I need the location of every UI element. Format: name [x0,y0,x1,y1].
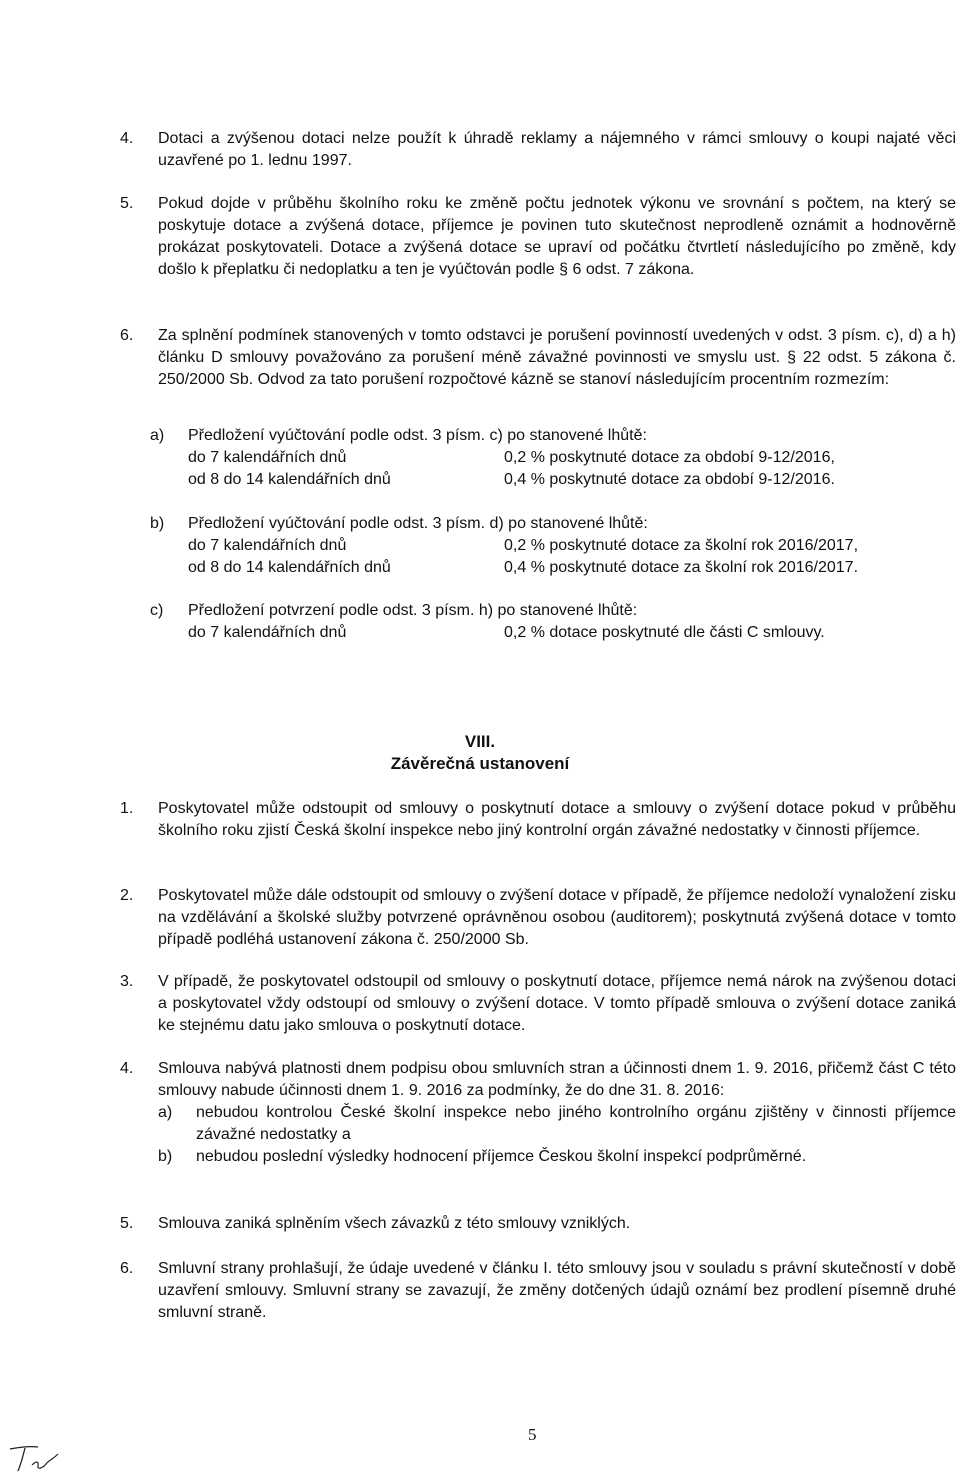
clause-number: 6. [120,1260,134,1277]
clause-number: 5. [120,1215,134,1232]
handwritten-initials-signature [6,1440,70,1476]
clause-number: 3. [120,973,134,990]
penalty-rate: 0,2 % poskytnuté dotace za období 9-12/2016, [504,449,835,466]
penalty-days: do 7 kalendářních dnů [188,624,347,641]
page-number: 5 [528,1425,537,1444]
penalty-rate: 0,2 % poskytnuté dotace za školní rok 2016/2017, [504,537,859,554]
penalty-text: Předložení potvrzení podle odst. 3 písm. h) po stanovené lhůtě: [188,602,638,619]
condition-text: nebudou poslední výsledky hodnocení příjemce Českou školní inspekcí podprůměrné. [196,1148,807,1165]
penalty-rate: 0,2 % dotace poskytnuté dle části C smlouvy. [504,624,825,641]
penalty-days: do 7 kalendářních dnů [188,449,347,466]
penalty-rate: 0,4 % poskytnuté dotace za školní rok 2016/2017. [504,559,859,576]
penalty-b [120,513,960,579]
penalty-days: od 8 do 14 kalendářních dnů [188,471,391,488]
section-title: Závěrečná ustanovení [390,754,570,773]
clause-text: Pokud dojde v průběhu školního roku ke změně počtu jednotek výkonu ve srovnání s počtem, na který se poskytuje dotace a zvýšená dotace, příjemce je povinen tuto skutečnost neprodleně oznámit a hodnověrně prokázat poskytovateli. Dotace a zvýšená dotace se upraví od počátku čtvrtletí následujícího po změně, kdy došlo k přeplatku či nedoplatku a ten je vyúčtován podle § 6 odst. 7 zákona. [158,195,956,278]
penalty-label: b) [150,515,165,532]
clause-number: 5. [120,195,134,212]
clause-text: Poskytovatel může odstoupit od smlouvy o poskytnutí dotace a smlouvy o zvýšení dotace pokud v průběhu školního roku zjistí Česká školní inspekce nebo jiný kontrolní orgán závažné nedostatky v činnosti příjemce. [158,800,956,839]
final-clause-6 [120,1258,960,1324]
penalty-row [188,557,948,579]
condition-text: nebudou kontrolou České školní inspekce nebo jiného kontrolního orgánu zjištěny v činnosti příjemce závažné nedostatky a [196,1104,956,1143]
penalty-text: Předložení vyúčtování podle odst. 3 písm. c) po stanovené lhůtě: [188,427,647,444]
clause-text: Smlouva nabývá platnosti dnem podpisu obou smluvních stran a účinnosti dnem 1. 9. 2016, přičemž část C této smlouvy nabude účinnosti dnem 1. 9. 2016 za podmínky, že do dne 31. 8. 2016: [158,1060,956,1099]
penalty-c [120,600,960,644]
condition-b [158,1146,956,1168]
penalty-days: od 8 do 14 kalendářních dnů [188,559,391,576]
penalty-label: a) [150,427,165,444]
penalty-rate: 0,4 % poskytnuté dotace za období 9-12/2016. [504,471,835,488]
clause-number: 1. [120,800,134,817]
condition-a [158,1102,956,1146]
clause-number: 2. [120,887,134,904]
clause-text: V případě, že poskytovatel odstoupil od smlouvy o poskytnutí dotace, příjemce nemá nárok na zvýšenou dotaci a poskytovatel vždy odstoupí od smlouvy o zvýšení dotace. V tomto případě smlouva o zvýšení dotace zaniká ke stejnému datu jako smlouva o poskytnutí dotace. [158,973,956,1034]
clause-4 [120,128,960,172]
clause-text: Poskytovatel může dále odstoupit od smlouvy o zvýšení dotace v případě, že příjemce nedoloží vynaložení zisku na vzdělávání a školské služby potvrzené oprávněnou osobou (auditorem); poskytnutá zvýšená dotace v tomto případě podléhá ustanovení zákona č. 250/2000 Sb. [158,887,956,948]
final-clause-3 [120,971,960,1037]
penalty-a [120,425,960,491]
penalty-row [188,447,948,469]
final-clause-2 [120,885,960,951]
final-clause-5 [120,1213,960,1235]
penalty-label: c) [150,602,164,619]
penalty-days: do 7 kalendářních dnů [188,537,347,554]
final-clause-4 [120,1058,960,1168]
penalty-row [188,622,948,644]
clause-text: Smluvní strany prohlašují, že údaje uvedené v článku I. této smlouvy jsou v souladu s právní skutečností v době uzavření smlouvy. Smluvní strany se zavazují, že změny dotčených údajů oznámí bez prodlení písemně druhé smluvní straně. [158,1260,956,1321]
final-clause-1 [120,798,960,842]
clause-text: Smlouva zaniká splněním všech závazků z této smlouvy vzniklých. [158,1215,631,1232]
section-number: VIII. [464,732,496,751]
clause-number: 6. [120,327,134,344]
condition-label: b) [158,1148,173,1165]
clause-text: Dotaci a zvýšenou dotaci nelze použít k úhradě reklamy a nájemného v rámci smlouvy o koupi najaté věci uzavřené po 1. lednu 1997. [158,130,956,169]
clause-number: 4. [120,130,134,147]
clause-6 [120,325,960,391]
clause-5 [120,193,960,281]
penalty-text: Předložení vyúčtování podle odst. 3 písm. d) po stanovené lhůtě: [188,515,648,532]
penalty-row [188,469,948,491]
condition-label: a) [158,1104,173,1121]
clause-number: 4. [120,1060,134,1077]
penalty-row [188,535,948,557]
clause-text: Za splnění podmínek stanovených v tomto odstavci je porušení povinností uvedených v odst. 3 písm. c), d) a h) článku D smlouvy považováno za porušení méně závažné povinnosti ve smyslu ust. § 22 odst. 5 zákona č. 250/2000 Sb. Odvod za tato porušení rozpočtové kázně se stanoví následujícím procentním rozmezím: [158,327,956,388]
